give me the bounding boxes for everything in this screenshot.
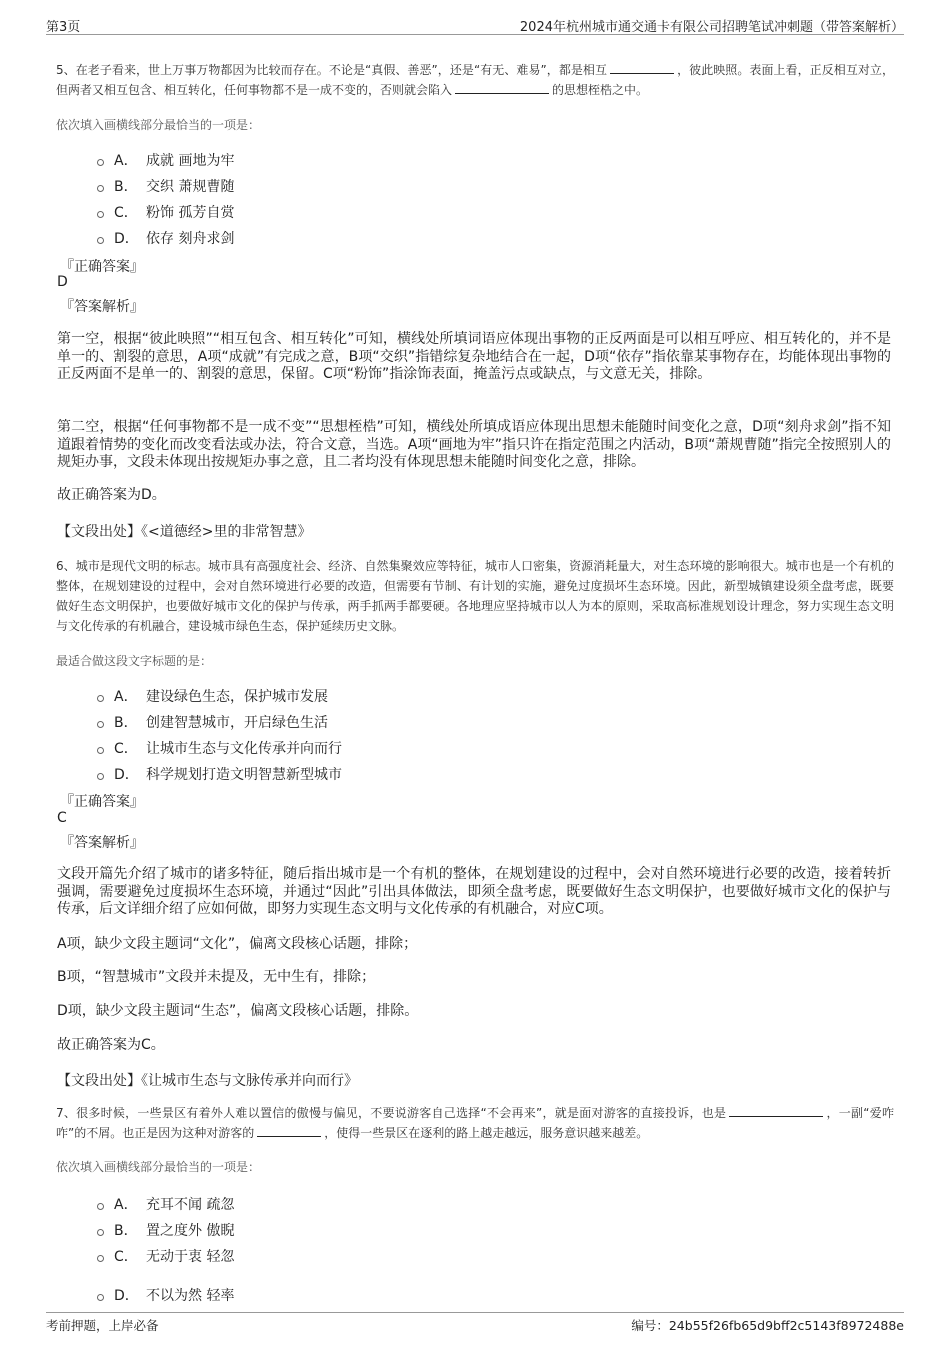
- question-6-prompt: 最适合做这段文字标题的是：: [56, 654, 213, 668]
- radio-icon[interactable]: [97, 747, 104, 754]
- document-title: 2024年杭州城市通交通卡有限公司招聘笔试冲刺题（带答案解析）: [519, 20, 904, 35]
- radio-icon[interactable]: [97, 185, 104, 192]
- question-7-option-a[interactable]: A． 充耳不闻 疏忽: [97, 1194, 234, 1214]
- analysis-paragraph: 第一空，根据“彼此映照”“相互包含、相互转化”可知，横线处所填词语应体现出事物的正反两面是可以相互呼应、相互转化的，并不是单一的、割裂的意思，A项“成就”有完成之意，B项“交织”指错综复杂地结合在一起，D项“依存”指依靠某事物存在，均能体现出事物的正反两面不是单一的、割裂的意思，保留。C项“粉饰”指涂饰表面，掩盖污点或缺点，与文意无关，排除。: [57, 331, 891, 382]
- analysis-paragraph: 文段开篇先介绍了城市的诸多特征，随后指出城市是一个有机的整体，在规划建设的过程中，会对自然环境进行必要的改造，接着转折强调，需要避免过度损坏生态环境，并通过“因此”引出具体做法，即须全盘考虑，既要做好生态文明保护，也要做好城市文化的保护与传承，后文详细介绍了应如何做，即努力实现生态文明与文化传承的有机融合，对应C项。: [57, 866, 891, 917]
- question-5-option-c[interactable]: C． 粉饰 孤芳自赏: [97, 202, 234, 222]
- question-7-prompt: 依次填入画横线部分最恰当的一项是：: [56, 1160, 261, 1174]
- question-7-option-d[interactable]: D． 不以为然 轻率: [97, 1285, 234, 1305]
- question-7-option-c[interactable]: C． 无动于衷 轻忽: [97, 1246, 234, 1266]
- analysis-conclusion: 故正确答案为C。: [57, 1037, 165, 1053]
- question-7-option-b[interactable]: B． 置之度外 傲睨: [97, 1220, 234, 1240]
- question-5-prompt: 依次填入画横线部分最恰当的一项是：: [56, 118, 261, 132]
- radio-icon[interactable]: [97, 695, 104, 702]
- analysis-label: 『答案解析』: [60, 299, 144, 315]
- question-6-option-b[interactable]: B． 创建智慧城市，开启绿色生活: [97, 712, 328, 732]
- question-6-option-c[interactable]: C． 让城市生态与文化传承并向而行: [97, 738, 342, 758]
- question-5-option-b[interactable]: B． 交织 萧规曹随: [97, 176, 234, 196]
- question-5-stem: 5、在老子看来，世上万事万物都因为比较而存在。不论是“真假、善恶”，还是“有无、难易”，都是相互 ，彼此映照。表面上看，正反相互对立，但两者又相互包含、相互转化，任何事物都不是一成不变的，否则就会陷入 的思想桎梏之中。: [56, 60, 894, 100]
- question-6-option-a[interactable]: A． 建设绿色生态，保护城市发展: [97, 686, 328, 706]
- radio-icon[interactable]: [97, 773, 104, 780]
- analysis-paragraph: 第二空，根据“任何事物都不是一成不变”“思想桎梏”可知，横线处所填成语应体现出思想未能随时间变化之意，D项“刻舟求剑”指不知道跟着情势的变化而改变看法或办法，符合文意，当选。A项“画地为牢”指只许在指定范围之内活动，B项“萧规曹随”指完全按照别人的规矩办事，文段未体现出按规矩办事之意，且二者均没有体现思想未能随时间变化之意，排除。: [57, 419, 891, 470]
- analysis-item: B项，“智慧城市”文段并未提及，无中生有，排除；: [57, 969, 376, 985]
- question-7-stem: 7、很多时候，一些景区有着外人难以置信的傲慢与偏见，不要说游客自己选择“不会再来”，就是面对游客的直接投诉，也是 ，一副“爱咋咋”的不屑。也正是因为这种对游客的 ，使得一些景区在逐利的路上越走越远，服务意识越来越差。: [56, 1103, 894, 1143]
- question-5-option-d[interactable]: D． 依存 刻舟求剑: [97, 228, 234, 248]
- source-citation: 【文段出处】《让城市生态与文脉传承并向而行》: [57, 1073, 358, 1089]
- question-6-option-d[interactable]: D． 科学规划打造文明智慧新型城市: [97, 764, 342, 784]
- analysis-conclusion: 故正确答案为D。: [57, 487, 166, 503]
- analysis-item: A项，缺少文段主题词“文化”，偏离文段核心话题，排除；: [57, 936, 418, 952]
- answer-blank: [257, 1123, 321, 1137]
- page-footer: [46, 1312, 904, 1335]
- question-5-option-a[interactable]: A． 成就 画地为牢: [97, 150, 234, 170]
- source-citation: 【文段出处】《<道德经>里的非常智慧》: [57, 524, 312, 540]
- radio-icon[interactable]: [97, 211, 104, 218]
- radio-icon[interactable]: [97, 1294, 104, 1301]
- correct-answer: D: [57, 274, 68, 290]
- analysis-label: 『答案解析』: [60, 835, 144, 851]
- radio-icon[interactable]: [97, 1229, 104, 1236]
- answer-blank: [729, 1103, 823, 1117]
- answer-blank: [610, 60, 674, 74]
- correct-answer-label: 『正确答案』: [60, 259, 144, 275]
- radio-icon[interactable]: [97, 1203, 104, 1210]
- analysis-item: D项，缺少文段主题词“生态”，偏离文段核心话题，排除。: [57, 1003, 419, 1019]
- radio-icon[interactable]: [97, 721, 104, 728]
- correct-answer-label: 『正确答案』: [60, 794, 144, 810]
- question-6-stem: 6、城市是现代文明的标志。城市具有高强度社会、经济、自然集聚效应等特征，城市人口密集，资源消耗量大，对生态环境的影响很大。城市也是一个有机的整体，在规划建设的过程中，会对自然环境进行必要的改造，但需要有节制、有计划的实施，避免过度损坏生态环境。因此，新型城镇建设须全盘考虑，既要做好生态文明保护，也要做好城市文化的保护与传承，两手抓两手都要硬。各地理应坚持城市以人为本的原则，采取高标准规划设计理念，努力实现生态文明与文化传承的有机融合，建设城市绿色生态，保护延续历史文脉。: [56, 559, 894, 633]
- radio-icon[interactable]: [97, 237, 104, 244]
- page-header: [46, 14, 904, 35]
- document-id: 编号：24b55f26fb65d9bff2c5143f8972488e: [631, 1318, 904, 1333]
- radio-icon[interactable]: [97, 1255, 104, 1262]
- page-number: 第3页: [46, 20, 81, 35]
- footer-slogan: 考前押题，上岸必备: [46, 1318, 159, 1333]
- answer-blank: [455, 80, 549, 94]
- radio-icon[interactable]: [97, 159, 104, 166]
- correct-answer: C: [57, 810, 67, 826]
